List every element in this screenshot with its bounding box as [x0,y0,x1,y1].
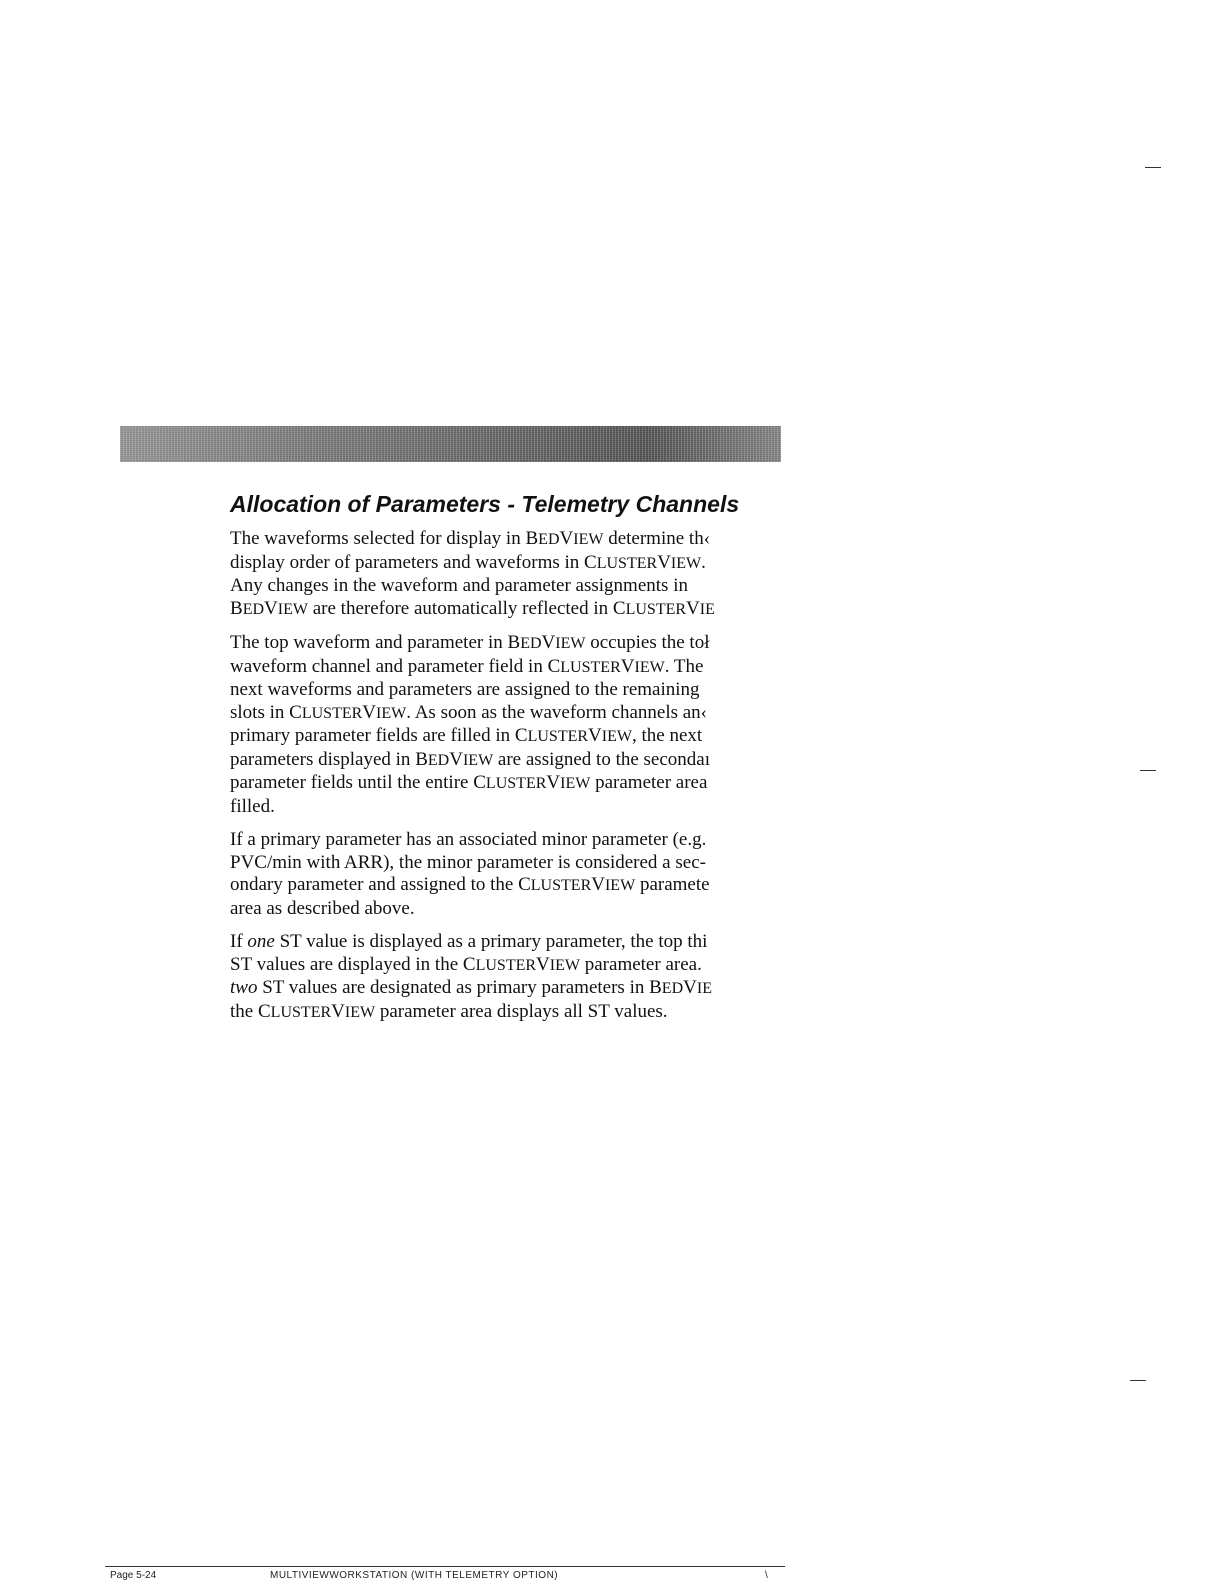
text-line: PVC/min with ARR), the minor parameter is considered a sec- [230,851,706,873]
text-line: waveform channel and parameter field in CLUSTERVIEW. The [230,655,704,677]
paragraph [230,829,786,920]
text-line: parameters displayed in BEDVIEW are assigned to the secondaı [230,748,711,770]
text-line: the CLUSTERVIEW parameter area displays all ST values. [230,1000,668,1022]
product-name: CLUSTERVIEW [514,725,632,746]
margin-mark [1140,770,1156,771]
text-line: area as described above. [230,897,415,919]
margin-mark [1130,1380,1146,1381]
text-line: primary parameter fields are filled in CLUSTERVIEW, the next [230,725,703,746]
text-line: slots in CLUSTERVIEW. As soon as the waveform channels an‹ [230,701,708,723]
product-name: CLUSTERVIEW [584,551,702,573]
page-footer [110,1570,780,1584]
text-line: ST values are displayed in the CLUSTERVIEW parameter area. [230,953,702,975]
text-line: If one ST value is displayed as a primary parameter, the top thi [230,931,708,952]
text-line: next waveforms and parameters are assigned to the remaining [230,679,700,700]
product-name: CLUSTERVIEW [547,655,665,677]
paragraph [230,632,786,818]
section-banner [120,426,781,462]
text-line: filled. [230,795,275,817]
text-line: BEDVIEW are therefore automatically reflected in CLUSTERVIE [230,597,715,619]
footer-rule [105,1566,785,1567]
text-line: ondary parameter and assigned to the CLUSTERVIEW paramete [230,874,710,895]
running-title: MULTIVIEWWORKSTATION (WITH TELEMETRY OPTION) [270,1570,559,1581]
product-name: CLUSTERVIE [612,597,715,619]
emphasis: two [230,977,258,998]
product-name: BEDVIEW [230,597,308,619]
product-name: CLUSTERVIEW [257,1000,376,1022]
text-line: parameter fields until the entire CLUSTERVIEW parameter area [230,772,708,793]
page-number: Page 5-24 [110,1570,157,1581]
paragraph [230,931,786,1024]
product-name: BEDVIEW [415,748,494,770]
product-name: CLUSTERVIEW [289,701,407,723]
product-name: CLUSTERVIEW [473,772,591,793]
emphasis: one [247,931,275,952]
product-name: CLUSTERVIEW [518,874,636,895]
text-line: The waveforms selected for display in BEDVIEW determine th‹ [230,528,711,549]
body-text [230,528,786,1035]
text-line: If a primary parameter has an associated minor parameter (e.g. [230,829,707,850]
text-line: Any changes in the waveform and parameter assignments in [230,575,688,596]
product-name: CLUSTERVIEW [462,953,580,975]
footer-mark: \ [765,1570,768,1581]
product-name: BEDVIEW [525,528,604,549]
margin-mark [1145,167,1161,168]
text-line: two ST values are designated as primary parameters in BEDVIE [230,977,712,998]
text-line: The top waveform and parameter in BEDVIEW occupies the toł [230,632,710,653]
product-name: BEDVIE [649,977,712,998]
text-line: display order of parameters and waveforms in CLUSTERVIEW. [230,551,706,573]
paragraph [230,528,786,621]
product-name: BEDVIEW [507,632,586,653]
section-title: Allocation of Parameters - Telemetry Channels [230,491,740,517]
